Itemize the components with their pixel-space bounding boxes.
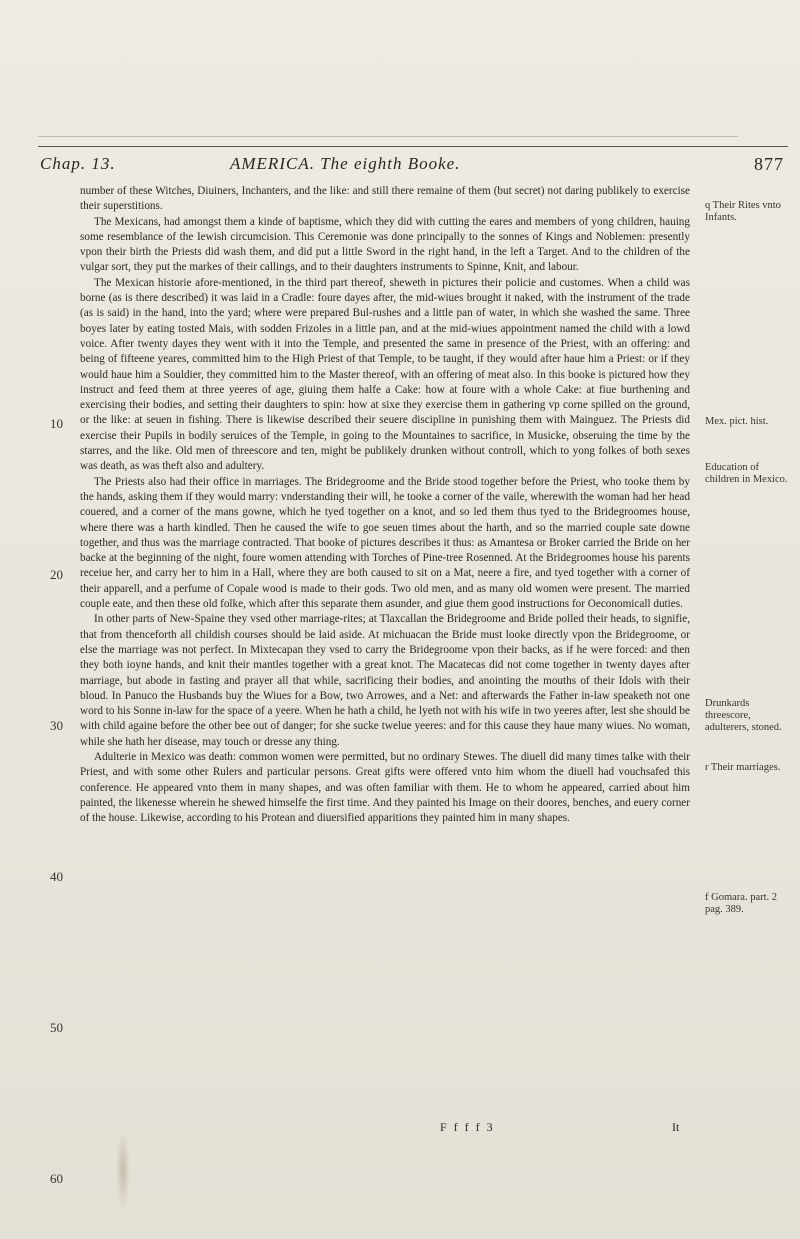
margin-note: Education of children in Mexico. — [705, 462, 788, 485]
line-number: 50 — [50, 1020, 63, 1035]
main-text — [80, 184, 690, 826]
paper-stain — [116, 1130, 130, 1210]
header-rule — [38, 146, 788, 147]
running-head — [40, 150, 790, 178]
page-number: 877 — [754, 154, 784, 174]
top-edge-rule — [38, 136, 738, 137]
paragraph: The Mexican historie afore-mentioned, in the third part thereof, sheweth in pictures their policie and customes. When a child was borne (as is there described) it was laid in a Cradle: foure dayes after, the mid-wiues brought it naked, with the instrument of the trade (as is said) in the hand, into the yard; where were prepared Bul-rushes and a little pan of water, in which she washed the same. Three boyes later by eating tosted Mais, with sodden Frizoles in a little pan, and at the mid-wiues appointment named the child with a lowd voice. After twenty dayes they went with it into the Temple, and presented the same in presence of the Priest, with an offering: and being of fifteene yeares, committed him to the High Priest of that Temple, to be taught, if they would after haue him a Priest: or if they would haue him a Souldier, they committed him to the Master thereof, with an offering of meat also. In this booke is pictured how they instruct and feed them at three yeeres of age, giuing them halfe a Cake: how at foure with a whole Cake: at fiue burthening and exercising their bodies, and setting their daughters to spin: how at sixe they exercise them in gathering vp corne spilled on the ground, or the like: at seuen in fishing. There is likewise described their seuere discipline in punishing them with Mainguez. The Priests did exercise their Pupils in bodily seruices of the Temple, in going to the Mountaines to sacrifice, in Musicke, obseruing the time by the starres, and the like. Old men of threescore and ten, might be publikely drunken without controll, which to yong folkes of both sexes was death, as was theft also and adultery. — [80, 276, 690, 473]
line-number: 60 — [50, 1171, 63, 1186]
line-number: 10 — [50, 416, 63, 431]
line-number: 20 — [50, 567, 63, 582]
margin-note: f Gomara. part. 2 pag. 389. — [705, 892, 778, 915]
margin-note: Mex. pict. hist. — [705, 416, 769, 427]
catchword: It — [672, 1120, 680, 1134]
margin-note: r Their marriages. — [705, 762, 781, 773]
paragraph: Adulterie in Mexico was death: common women were permitted, but no ordinary Stewes. The diuell did many times talke with their Priest, and with some other Rulers and particular persons. Great gifts were offered vnto him whom the diuell had vouchsafed this conference. He appeared vnto them in many shapes, and was often familiar with them. He to whom he appeared, carried about him painted, the likenesse wherein he shewed himselfe the first time. And they painted his Image on their doores, benches, and euery corner of the house. Likewise, according to his Protean and diuersified apparitions they painted him in many shapes. — [80, 750, 690, 825]
paragraph: The Priests also had their office in marriages. The Bridegroome and the Bride stood together before the Priest, who tooke them by the hands, asking them if they would marry: vnderstanding their will, he tooke a corner of the vaile, wherewith the woman had her head couered, and a corner of the mans gowne, which he tyed together on a knot, and so led them thus tyed to the Bridegroomes house, where there was a harth kindled. Then he caused the wife to goe seuen times about the harth, and so the married couple sate downe together, and thus was the marriage contracted. That booke of pictures describes it thus: as Amantesa or Broker carried the Bride on her backe at the beginning of the night, foure women attending with Torches of Pine-tree Rosenned. At the Bridegroomes house his parents receiue her, and carry her to him in a Hall, where they are both caused to sit on a Mat, neere a fire, and tyed together with a corner of their apparell, and a perfume of Copale wood is made to their gods. Two old men, and as many old women were present. The married couple eate, and then these old folke, which after this separate them asunder, and giue them good instructions for Oeconomicall duties. — [80, 475, 690, 611]
paragraph: In other parts of New-Spaine they vsed other marriage-rites; at Tlaxcallan the Bridegroome and Bride polled their heads, to signifie, that from thenceforth all childish courses should be laid aside. At michuacan the Bride must looke directly vpon the Bridegroome, or else the marriage was not perfect. In Mixtecapan they vsed to carry the Bridegroome vpon their backs, as if he were forced: and then they both ioyne hands, and knit their mantles together with a great knot. The Macatecas did not come together in twenty dayes after marriage, but abode in fasting and prayer all that while, sacrificing their bodies, and anointing the mouths of their Idols with their bloud. In Panuco the Husbands buy the Wiues for a Bow, two Arrowes, and a Net: and afterwards the Father in-law speaketh not one word to his Sonne in-law for the space of a yeere. When he hath a child, he lyeth not with his wife in two yeeres after, lest she should be with child againe before the other bee out of danger; for she sucke twelue yeeres: and for this cause they haue many wiues. No woman, while she hath her disease, may touch or dresse any thing. — [80, 613, 690, 748]
line-number: 30 — [50, 718, 63, 733]
line-number: 40 — [50, 869, 63, 884]
book-title: AMERICA. The eighth Booke. — [230, 154, 461, 173]
margin-note: q Their Rites vnto Infants. — [705, 200, 781, 223]
paragraph: The Mexicans, had amongst them a kinde of baptisme, which they did with cutting the eares and members of yong children, hauing some resemblance of the Iewish circumcision. This Ceremonie was done principally to the sonnes of Kings and Noblemen: presently vpon their birth the Priests did wash them, and did put a little Sword in the right hand, in the left a Target. And to the children of the vulgar sort, they put the markes of their callings, and to their daughters instruments to Spinne, Knit, and labour. — [80, 215, 690, 274]
signature-mark: F f f f 3 — [440, 1120, 495, 1134]
margin-note: Drunkards threescore, adulterers, stoned. — [705, 698, 782, 733]
chapter-label: Chap. 13. — [40, 154, 116, 173]
paragraph: number of these Witches, Diuiners, Inchanters, and the like: and still there remaine of them (but secret) not daring publikely to exercise their superstitions. — [80, 185, 690, 213]
